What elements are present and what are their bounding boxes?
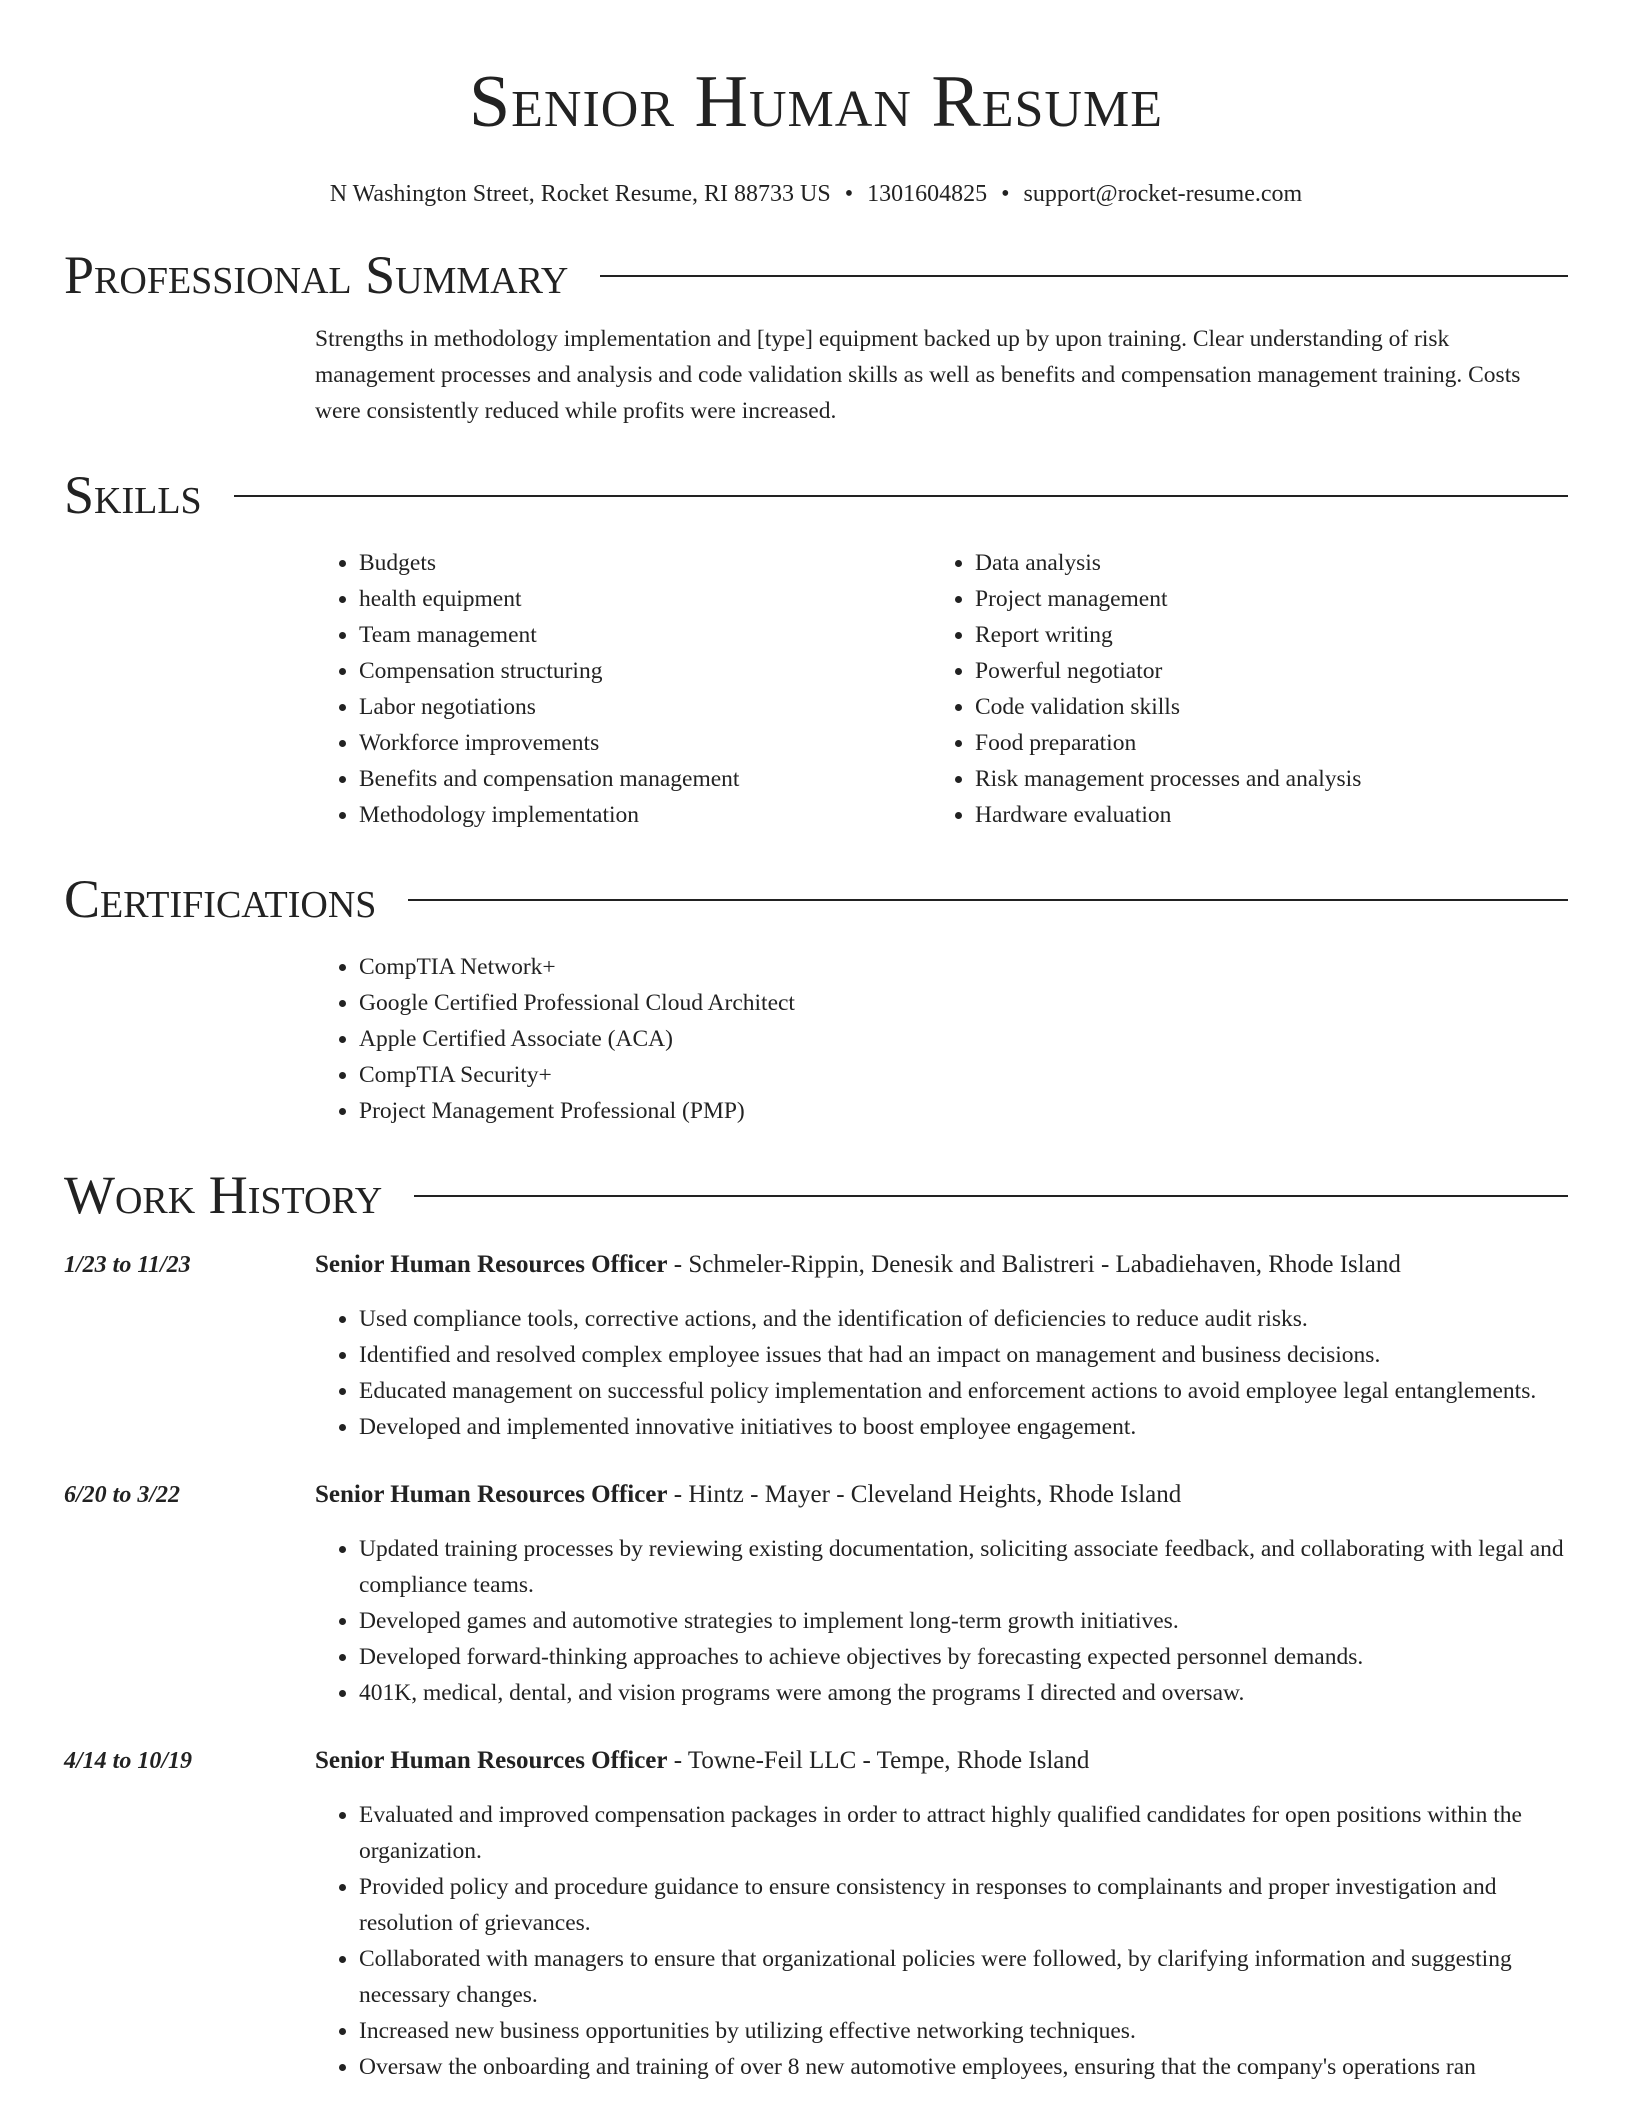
certification-item: • CompTIA Network+ [359, 949, 1568, 985]
section-divider [600, 275, 1568, 277]
certification-item: • Apple Certified Associate (ACA) [359, 1021, 1568, 1057]
skill-item: • Team management [359, 617, 931, 653]
job-bullet: • Provided policy and procedure guidance to ensure consistency in responses to complainants and proper investigation and resolution of grievances. [359, 1869, 1568, 1941]
job-employer: - Hintz - Mayer - Cleveland Heights, Rhode Island [667, 1481, 1182, 1508]
job-dates: 4/14 to 10/19 [64, 1748, 193, 1774]
job-bullet: • Collaborated with managers to ensure that organizational policies were followed, by clarifying information and suggesting necessary changes. [359, 1941, 1568, 2013]
certifications-heading: Certifications [64, 869, 377, 929]
certification-item: • Google Certified Professional Cloud Architect [359, 985, 1568, 1021]
contact-email: support@rocket-resume.com [1023, 181, 1303, 207]
skill-item: • Budgets [359, 545, 931, 581]
skill-item: • Project management [975, 581, 1547, 617]
skill-item: • Compensation structuring [359, 653, 931, 689]
job-bullet: • Developed games and automotive strategies to implement long-term growth initiatives. [359, 1603, 1568, 1639]
contact-address: N Washington Street, Rocket Resume, RI 88733 US [329, 181, 831, 207]
job-header [315, 1477, 1568, 1513]
job-bullet: • Updated training processes by reviewing existing documentation, soliciting associate feedback, and collaborating with legal and compliance teams. [359, 1531, 1568, 1603]
job-bullet: • Developed forward-thinking approaches to achieve objectives by forecasting expected personnel demands. [359, 1639, 1568, 1675]
job-details [315, 1743, 1568, 2085]
contact-separator: • [1001, 181, 1010, 207]
certification-item: • Project Management Professional (PMP) [359, 1093, 1568, 1129]
job-details [315, 1477, 1568, 1711]
resume-name: Senior Human Resume [469, 61, 1163, 143]
skills-heading: Skills [64, 465, 202, 525]
job-title: Senior Human Resources Officer [315, 1481, 668, 1508]
skill-item: • Data analysis [975, 545, 1547, 581]
section-divider [234, 495, 1568, 497]
skills-column-left [315, 545, 931, 833]
skill-item: • Code validation skills [975, 689, 1547, 725]
job-bullet: • Developed and implemented innovative initiatives to boost employee engagement. [359, 1409, 1568, 1445]
work-history-heading: Work History [64, 1165, 383, 1225]
certifications-section-header [64, 869, 1568, 929]
section-divider [414, 1195, 1568, 1197]
skills-section-header [64, 465, 1568, 525]
work-history-section-header [64, 1165, 1568, 1225]
job-bullet: • 401K, medical, dental, and vision programs were among the programs I directed and oversaw. [359, 1675, 1568, 1711]
skill-item: • health equipment [359, 581, 931, 617]
job-bullet: • Oversaw the onboarding and training of over 8 new automotive employees, ensuring that the company's operations ran [359, 2049, 1568, 2085]
summary-section-header [64, 245, 1568, 305]
job-details [315, 1247, 1568, 1445]
skill-item: • Workforce improvements [359, 725, 931, 761]
skill-item: • Report writing [975, 617, 1547, 653]
skill-item: • Methodology implementation [359, 797, 931, 833]
job-header [315, 1743, 1568, 1779]
job-dates: 6/20 to 3/22 [64, 1482, 181, 1508]
job-title: Senior Human Resources Officer [315, 1251, 668, 1278]
job-employer: - Schmeler-Rippin, Denesik and Balistreri - Labadiehaven, Rhode Island [667, 1251, 1401, 1278]
skill-item: • Benefits and compensation management [359, 761, 931, 797]
job-bullet: • Identified and resolved complex employee issues that had an impact on management and business decisions. [359, 1337, 1568, 1373]
certifications-bullets [315, 949, 1568, 1129]
job-bullet: • Educated management on successful policy implementation and enforcement actions to avoid employee legal entanglements. [359, 1373, 1568, 1409]
skill-item: • Food preparation [975, 725, 1547, 761]
job-bullets [315, 1531, 1568, 1711]
job-bullets [315, 1797, 1568, 2085]
skill-item: • Risk management processes and analysis [975, 761, 1547, 797]
skills-list [315, 545, 1568, 833]
job-bullet: • Used compliance tools, corrective actions, and the identification of deficiencies to reduce audit risks. [359, 1301, 1568, 1337]
contact-separator: • [844, 181, 854, 207]
job-entry [64, 1247, 1568, 1445]
skill-item: • Hardware evaluation [975, 797, 1547, 833]
contact-line [64, 179, 1568, 209]
job-employer: - Towne-Feil LLC - Tempe, Rhode Island [667, 1747, 1090, 1774]
summary-text: Strengths in methodology implementation and [type] equipment backed up by upon training. Clear understanding of risk management processes and analysis and code validation skills as well as benefits and compensation management training. Costs were consistently reduced while profits were increased. [315, 326, 1521, 424]
job-bullets [315, 1301, 1568, 1445]
job-title: Senior Human Resources Officer [315, 1747, 668, 1774]
certification-item: • CompTIA Security+ [359, 1057, 1568, 1093]
certifications-list [315, 949, 1568, 1129]
summary-heading: Professional Summary [64, 245, 569, 305]
job-bullet: • Evaluated and improved compensation packages in order to attract highly qualified candidates for open positions within the organization. [359, 1797, 1568, 1869]
contact-phone: 1301604825 [867, 181, 988, 207]
skill-item: • Labor negotiations [359, 689, 931, 725]
section-divider [408, 899, 1568, 901]
job-header [315, 1247, 1568, 1283]
skill-item: • Powerful negotiator [975, 653, 1547, 689]
job-entry [64, 1743, 1568, 2085]
job-bullet: • Increased new business opportunities by utilizing effective networking techniques. [359, 2013, 1568, 2049]
skills-column-right [931, 545, 1547, 833]
job-entry [64, 1477, 1568, 1711]
job-dates: 1/23 to 11/23 [64, 1252, 191, 1278]
